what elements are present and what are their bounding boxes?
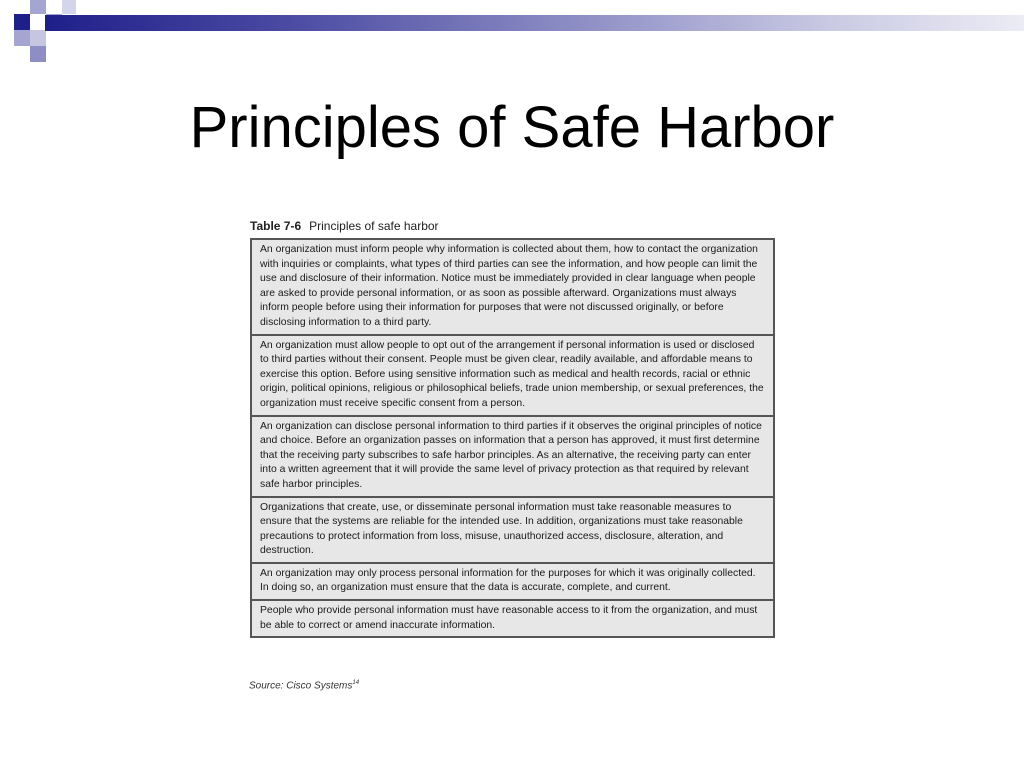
table-row	[251, 600, 774, 637]
table-row	[251, 497, 774, 563]
table-row	[251, 239, 774, 335]
source-text: Source: Cisco Systems	[249, 680, 353, 692]
table-cell: People who provide personal information must have reasonable access to it from the organization, and must be able to correct or amend inaccurate information.	[251, 600, 774, 637]
decor-square-small	[30, 46, 46, 62]
table-cell: Organizations that create, use, or disseminate personal information must take reasonable measures to ensure that the systems are reliable for the intended use. In addition, organizations must take reasonable precautions to protect information from loss, misuse, unauthorized access, disclosure, alteration, and destruction.	[251, 497, 774, 563]
table-row	[251, 335, 774, 416]
decor-header-bar	[45, 15, 1024, 31]
source-note	[249, 680, 359, 691]
decor-square-lavender	[14, 30, 30, 46]
table-cell: An organization must allow people to opt out of the arrangement if personal information is used or disclosed to third parties without their consent. People must be given clear, readily available, and affordable means to exercise this option. Before using sensitive information such as medical and health records, racial or ethnic origin, political opinions, religious or philosophical beliefs, trade union membership, or sexual preferences, the organization must receive specific consent from a person.	[251, 335, 774, 416]
table-row	[251, 563, 774, 600]
table-number: Table 7-6	[250, 219, 302, 233]
table-row	[251, 416, 774, 497]
table-caption-text: Principles of safe harbor	[309, 219, 439, 233]
decor-square-navy	[14, 14, 30, 30]
table-cell: An organization may only process personal information for the purposes for which it was originally collected. In doing so, an organization must ensure that the data is accurate, complete, and current.	[251, 563, 774, 600]
table-cell: An organization must inform people why information is collected about them, how to contact the organization with inquiries or complaints, what types of third parties can see the information, and how people can limit the use and disclosure of their information. Notice must be immediately provided in clear language when people are asked to provide personal information, or as soon as possible afterward. Organizations must always inform people before using their information for purposes that were not discussed originally, or before disclosing information to a third party.	[260, 244, 758, 328]
table-caption	[250, 219, 439, 233]
decor-square-lavender	[30, 0, 46, 14]
principles-table	[250, 238, 775, 638]
slide-title: Principles of Safe Harbor	[189, 95, 835, 160]
decor-square-light	[62, 0, 76, 14]
source-footnote: 14	[352, 680, 360, 686]
table-cell: An organization can disclose personal information to third parties if it observes the original principles of notice and choice. Before an organization passes on information that a person has approved, it must first determine that the receiving party subscribes to safe harbor principles. As an alternative, the receiving party can enter into a written agreement that it will provide the same level of privacy protection as that required by relevant safe harbor principles.	[251, 416, 774, 497]
decor-square-light	[30, 30, 46, 46]
